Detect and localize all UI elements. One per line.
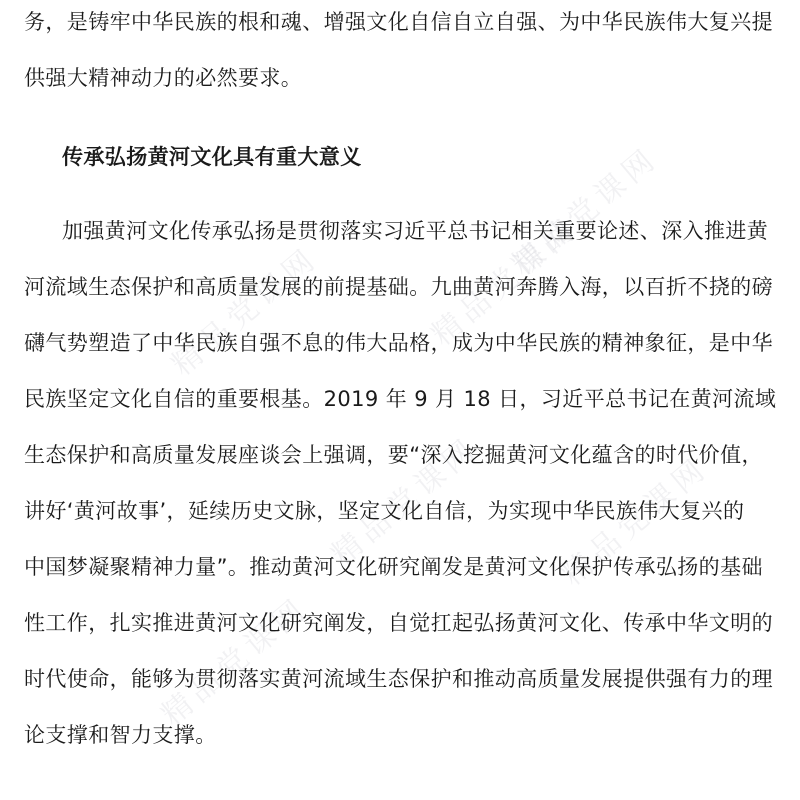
paragraph-line: 河流域生态保护和高质量发展的前提基础。九曲黄河奔腾入海，以百折不挠的磅 bbox=[24, 275, 773, 299]
text-line: 供强大精神动力的必然要求。 bbox=[24, 66, 303, 90]
paragraph-line: 生态保护和高质量发展座谈会上强调，要“深入挖掘黄河文化蕴含的时代价值， bbox=[24, 443, 763, 467]
watermark-3: 精品党课网 bbox=[505, 140, 666, 283]
watermark-2: 精品党课网 bbox=[425, 210, 586, 353]
watermark-5: 精品党课网 bbox=[155, 590, 316, 733]
paragraph-line: 时代使命，能够为贯彻落实黄河流域生态保护和推动高质量发展提供强有力的理 bbox=[24, 667, 773, 691]
watermark-6: 精品党课网 bbox=[555, 450, 716, 593]
section-heading: 传承弘扬黄河文化具有重大意义 bbox=[62, 145, 362, 169]
watermark-1: 精品党课网 bbox=[165, 240, 326, 383]
paragraph-line: 加强黄河文化传承弘扬是贯彻落实习近平总书记相关重要论述、深入推进黄 bbox=[62, 219, 769, 243]
watermark-4: 精品党课网 bbox=[325, 430, 486, 573]
paragraph-line: 礴气势塑造了中华民族自强不息的伟大品格，成为中华民族的精神象征，是中华 bbox=[24, 331, 773, 355]
paragraph-line: 论支撑和智力支撑。 bbox=[24, 723, 217, 747]
paragraph-line: 中国梦凝聚精神力量”。推动黄河文化研究阐发是黄河文化保护传承弘扬的基础 bbox=[24, 555, 763, 579]
paragraph-line: 讲好‘黄河故事’，延续历史文脉，坚定文化自信，为实现中华民族伟大复兴的 bbox=[24, 499, 745, 523]
paragraph-line: 民族坚定文化自信的重要根基。2019 年 9 月 18 日，习近平总书记在黄河流域 bbox=[24, 387, 777, 411]
paragraph-line: 性工作，扎实推进黄河文化研究阐发，自觉扛起弘扬黄河文化、传承中华文明的 bbox=[24, 611, 773, 635]
text-line: 务，是铸牢中华民族的根和魂、增强文化自信自立自强、为中华民族伟大复兴提 bbox=[24, 10, 773, 34]
